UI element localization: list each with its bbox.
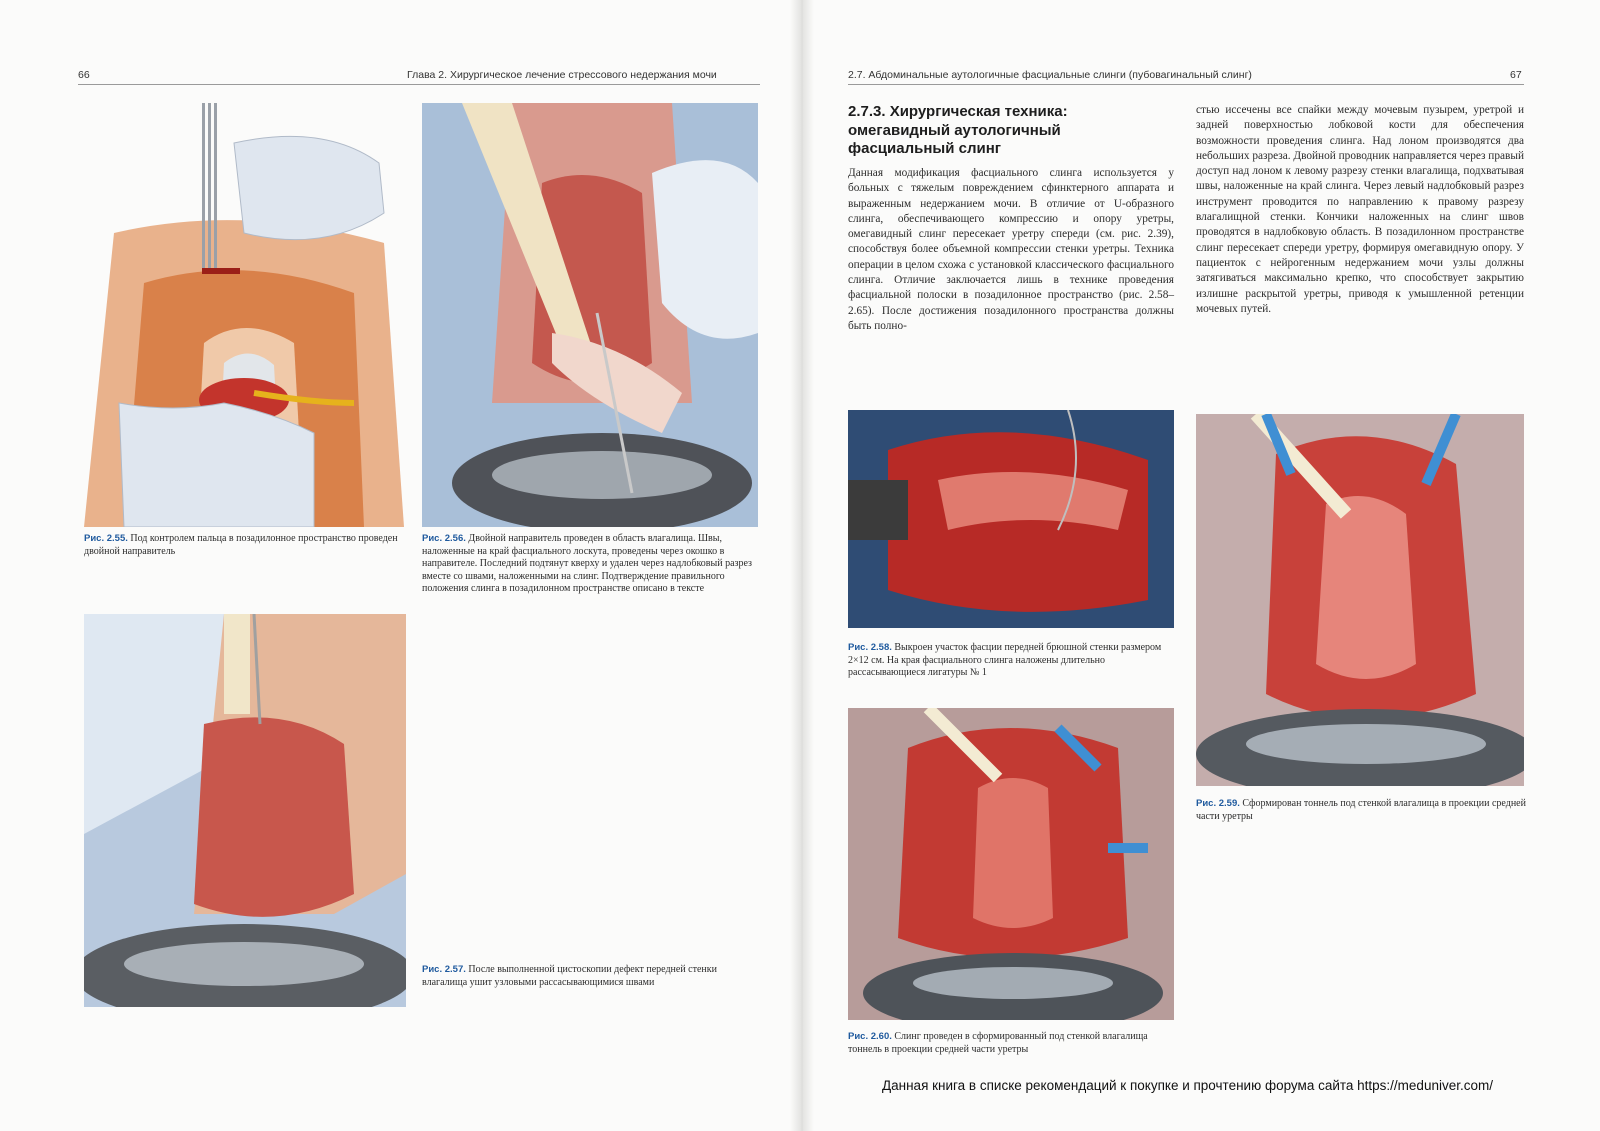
caption-fig-2-57 bbox=[422, 964, 760, 989]
footer-note: Данная книга в списке рекомендаций к покупке и прочтению форума сайта https://meduniver.com/ bbox=[882, 1078, 1493, 1093]
caption-text: Двойной направитель проведен в область влагалища. Швы, наложенные на край фасциального лоскута, проведены через окошко в направителе. Последний подтянут кверху и удален через надлобковый разрез вместе со швами, наложенными на слинг. Подтверждение правильного положения слинга в позадилонном пространстве описано в тексте bbox=[422, 533, 752, 595]
figure-2-57-photo bbox=[84, 614, 406, 1007]
caption-text: Выкроен участок фасции передней брюшной стенки размером 2×12 см. На края фасциального слинга наложены длительно рассасывающиеся лигатуры № 1 bbox=[848, 642, 1162, 679]
caption-label: Рис. 2.55. bbox=[84, 533, 128, 544]
caption-text: Сформирован тоннель под стенкой влагалища в проекции средней части уретры bbox=[1196, 798, 1526, 822]
left-running-head: Глава 2. Хирургическое лечение стрессового недержания мочи bbox=[407, 69, 717, 81]
book-gutter bbox=[790, 0, 814, 1131]
caption-fig-2-60 bbox=[848, 1031, 1176, 1056]
caption-text: Слинг проведен в сформированный под стенкой влагалища тоннель в проекции средней части уретры bbox=[848, 1031, 1148, 1055]
caption-label: Рис. 2.59. bbox=[1196, 798, 1240, 809]
caption-label: Рис. 2.60. bbox=[848, 1031, 892, 1042]
paragraph-col2: стью иссечены все спайки между мочевым пузырем, уретрой и задней поверхностью лобковой кости для обеспечения возможности проведения слинга. Над лоном производятся два небольших разреза. Двойной проводник направляется через правый доступ над лоном к левому разрезу стенки влагалища, подхватывая швы, наложенные на край слинга. Через левый надлобковый разрез инструмент проводится по направлению к правому разрезу влагалищной стенки. Кончики наложенных на слинг швов проводятся в надлобковую область. В позадилонном пространстве слинг пересекает спереди уретру, формируя омегавидную опору. У пациенток с нейрогенным недержанием мочи узлы должны затягиваться максимально крепко, что способствует закрытию излишне раскрытой уретры, приводя к умышленной ретенции мочевых путей. bbox=[1196, 104, 1524, 315]
caption-label: Рис. 2.56. bbox=[422, 533, 466, 544]
caption-fig-2-58 bbox=[848, 642, 1176, 680]
caption-text: Под контролем пальца в позадилонное пространство проведен двойной направитель bbox=[84, 533, 398, 557]
text-column-2 bbox=[1196, 103, 1524, 317]
text-column-1 bbox=[848, 166, 1174, 334]
section-title: 2.7.3. Хирургическая техника: омегавидный аутологичный фасциальный слинг bbox=[848, 103, 1068, 157]
figure-2-58-photo bbox=[848, 410, 1174, 628]
caption-fig-2-56 bbox=[422, 533, 760, 596]
right-page-number: 67 bbox=[1510, 69, 1522, 81]
paragraph-col1: Данная модификация фасциального слинга используется у больных с тяжелым повреждением сфинктерного аппарата и выраженным недержанием мочи. В отличие от U-образного слинга, обеспечивающего компрессию и опору уретры, омегавидный слинг пересекает уретру спереди (см. рис. 2.39), способствуя более объемной компрессии стенки уретры. Техника операции в целом схожа с установкой классического фасциального слинга. Отличие заключается лишь в технике проведения фасциальной полоски в позадилонное пространство (рис. 2.58–2.65). После достижения позадилонного пространства должны быть полно- bbox=[848, 167, 1174, 332]
figure-2-60-photo bbox=[848, 708, 1174, 1020]
caption-label: Рис. 2.58. bbox=[848, 642, 892, 653]
left-page-number: 66 bbox=[78, 69, 90, 81]
left-header-rule bbox=[78, 84, 760, 85]
caption-label: Рис. 2.57. bbox=[422, 964, 466, 975]
caption-fig-2-59 bbox=[1196, 798, 1526, 823]
right-header-rule bbox=[848, 84, 1524, 85]
caption-fig-2-55 bbox=[84, 533, 406, 558]
figure-2-56-photo bbox=[422, 103, 758, 527]
right-running-head: 2.7. Абдоминальные аутологичные фасциальные слинги (пубовагинальный слинг) bbox=[848, 69, 1252, 81]
figure-2-59-photo bbox=[1196, 414, 1524, 786]
caption-text: После выполненной цистоскопии дефект передней стенки влагалища ушит узловыми рассасывающимися швами bbox=[422, 964, 717, 988]
figure-2-55-illustration bbox=[84, 103, 404, 527]
